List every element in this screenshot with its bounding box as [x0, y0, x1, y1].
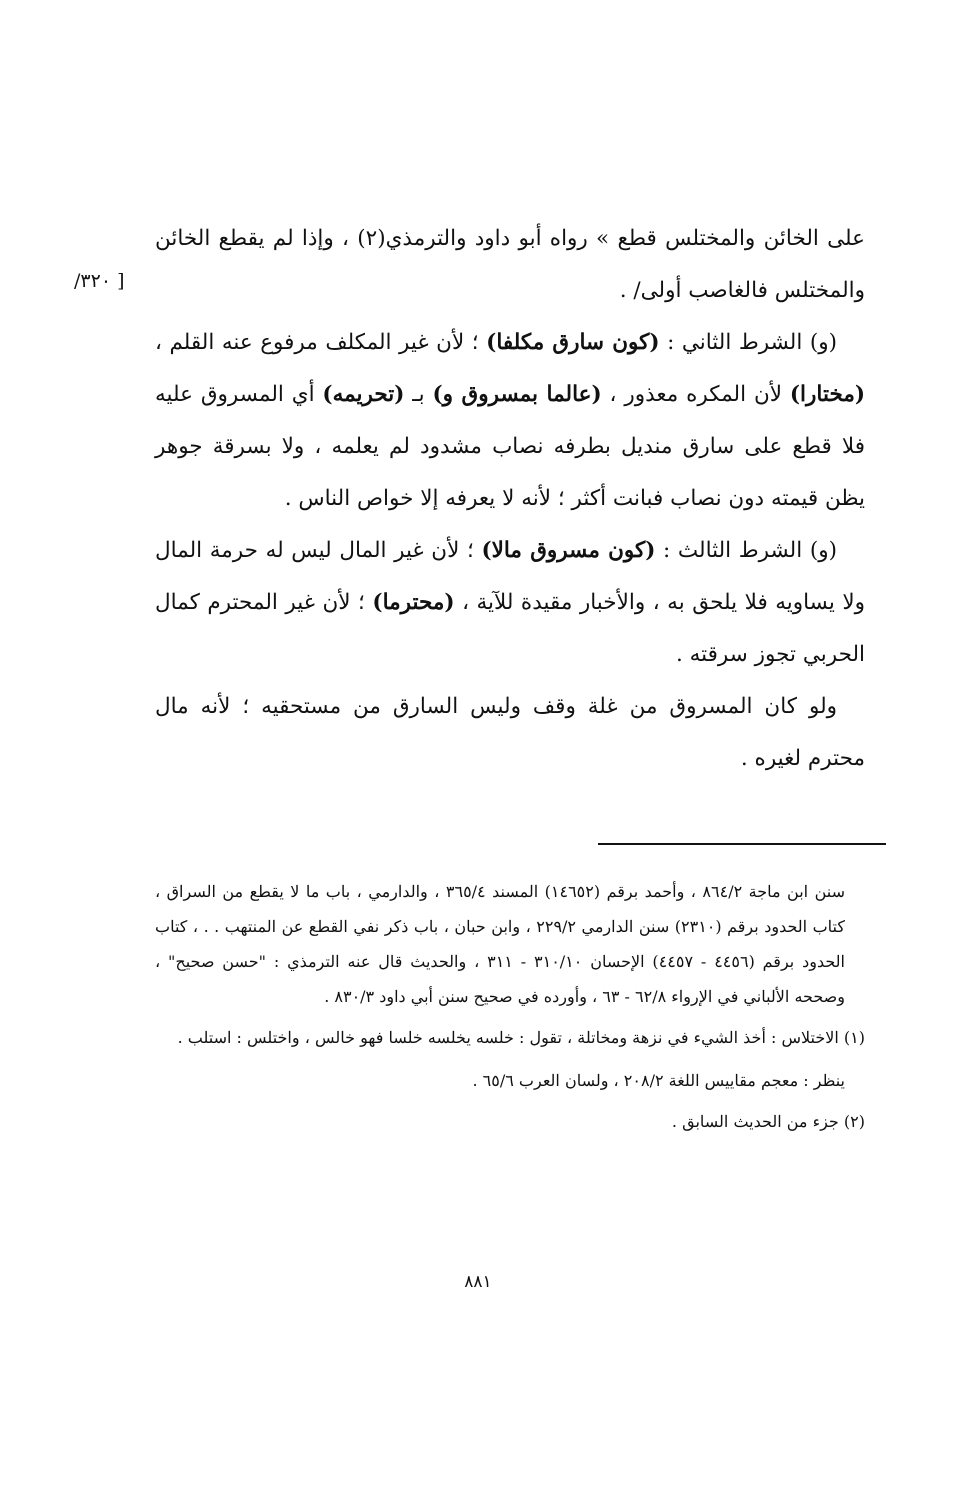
page-number: ٨٨١ [464, 1272, 492, 1292]
matn-phrase: (عالما بمسروق و) [432, 382, 602, 407]
footnote-1-reference: ينظر : معجم مقاييس اللغة ٢٠٨/٢ ، ولسان العرب ٦٥/٦ . [472, 1071, 845, 1090]
footnote-separator [598, 843, 886, 845]
matn-phrase: (محترما) [372, 590, 455, 615]
footnote-2 [155, 1104, 865, 1139]
text-run: (و) الشرط الثاني : [659, 330, 837, 355]
margin-page-reference: [ ٣٢٠/ [74, 270, 125, 292]
matn-phrase: (مختارا) [789, 382, 866, 407]
text-run: ؛ لأن غير المكلف مرفوع عنه القلم ، [155, 330, 487, 355]
paragraph-1: على الخائن والمختلس قطع » رواه أبو داود والترمذي(٢) ، وإذا لم يقطع الخائن والمختلس فالغاصب أولى/ . [155, 226, 865, 303]
text-run: ؛ لأن غير المحترم كمال الحربي تجوز سرقته . [155, 590, 865, 667]
paragraph-3 [155, 525, 865, 681]
paragraph-2 [155, 317, 865, 525]
matn-phrase: (تحريمه) [322, 382, 405, 407]
text-run: ؛ لأن غير المال ليس له حرمة المال ولا يساويه فلا يلحق به ، والأخبار مقيدة للآية ، [155, 538, 866, 615]
footnote-1 [155, 1020, 865, 1055]
matn-phrase: (كون سارق مكلفا) [486, 330, 660, 355]
footnote-continued: سنن ابن ماجة ٨٦٤/٢ ، وأحمد برقم (١٤٦٥٢) المسند ٣٦٥/٤ ، والدارمي ، باب ما لا يقطع من السراق ، كتاب الحدود برقم (٢٣١٠) سنن الدارمي ٢٢٩/٢ ، وابن حبان ، باب ذكر نفي القطع عن المنتهب . . ، كتاب الحدود برقم (٤٤٥٦ - ٤٤٥٧) الإحسان ٣١٠/١٠ - ٣١١ ، والحديث قال عنه الترمذي : "حسن صحيح" ، وصححه الألباني في الإرواء ٦٢/٨ - ٦٣ ، وأورده في صحيح سنن أبي داود ٨٣٠/٣ . [155, 882, 845, 1006]
paragraph-4: ولو كان المسروق من غلة وقف وليس السارق من مستحقيه ؛ لأنه مال محترم لغيره . [155, 694, 865, 771]
text-run: لأن المكره معذور ، [601, 382, 790, 407]
footnote-text: الاختلاس : أخذ الشيء في نزهة ومخاتلة ، تقول : خلسه يخلسه خلسا فهو خالس ، واختلس : استلب . [177, 1028, 844, 1047]
text-run: (و) الشرط الثالث : [655, 538, 837, 563]
footnotes [155, 874, 865, 1139]
footnote-text: جزء من الحديث السابق . [671, 1112, 844, 1131]
matn-phrase: (كون مسروق مالا) [481, 538, 656, 563]
text-run: بـ [404, 382, 433, 407]
footnote-number: (١) [843, 1028, 865, 1047]
footnote-number: (٢) [843, 1112, 865, 1131]
text-run: أي المسروق عليه فلا قطع على سارق منديل بطرفه نصاب مشدود لم يعلمه ، ولا بسرقة جوهر يظن قيمته دون نصاب فبانت أكثر ؛ لأنه لا يعرفه إلا خواص الناس . [155, 382, 865, 511]
main-text [155, 213, 865, 785]
